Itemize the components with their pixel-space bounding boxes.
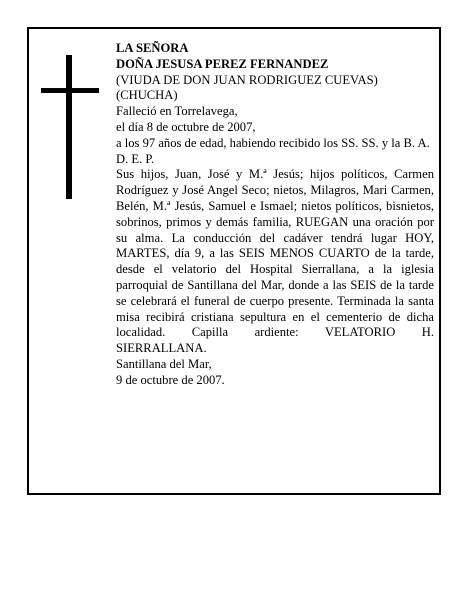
obituary-text [116, 41, 434, 389]
age-and-sacraments: a los 97 años de edad, habiendo recibido los SS. SS. y la B. A. [116, 135, 430, 150]
obituary-notice-frame [27, 27, 441, 495]
widow-of: (VIUDA DE DON JUAN RODRIGUEZ CUEVAS) [116, 72, 378, 87]
cross-horizontal-bar [41, 88, 99, 93]
rip-abbreviation: D. E. P. [116, 151, 155, 166]
cross-vertical-bar [66, 55, 72, 199]
date-of-death: el día 8 de octubre de 2007, [116, 119, 256, 134]
notice-title: LA SEÑORA [116, 41, 189, 55]
deceased-name: DOÑA JESUSA PEREZ FERNANDEZ [116, 56, 329, 71]
family-and-funeral-details: Sus hijos, Juan, José y M.ª Jesús; hijos políticos, Carmen Rodríguez y José Angel Seco; nietos, Milagros, Mari Carmen, Belén, M.ª Jesús, Samuel e Ismael; nietos políticos, bisnietos, sobrinos, primos y demás familia, RUEGAN una oración por su alma. La conducción del cadáver tendrá lugar HOY, MARTES, día 9, a las SEIS MENOS CUARTO de la tarde, desde el velatorio del Hospital Sierrallana, a la iglesia parroquial de Santillana del Mar, donde a las SEIS de la tarde se celebrará el funeral de cuerpo presente. Terminada la santa misa recibirá cristiana sepultura en el cementerio de dicha localidad. Capilla ardiente: VELATORIO H. SIERRALLANA. [116, 167, 434, 356]
place-of-death: Falleció en Torrelavega, [116, 104, 238, 119]
cross-icon [41, 55, 99, 199]
signing-date: 9 de octubre de 2007. [116, 372, 225, 387]
signing-place: Santillana del Mar, [116, 356, 212, 371]
nickname: (CHUCHA) [116, 88, 178, 103]
